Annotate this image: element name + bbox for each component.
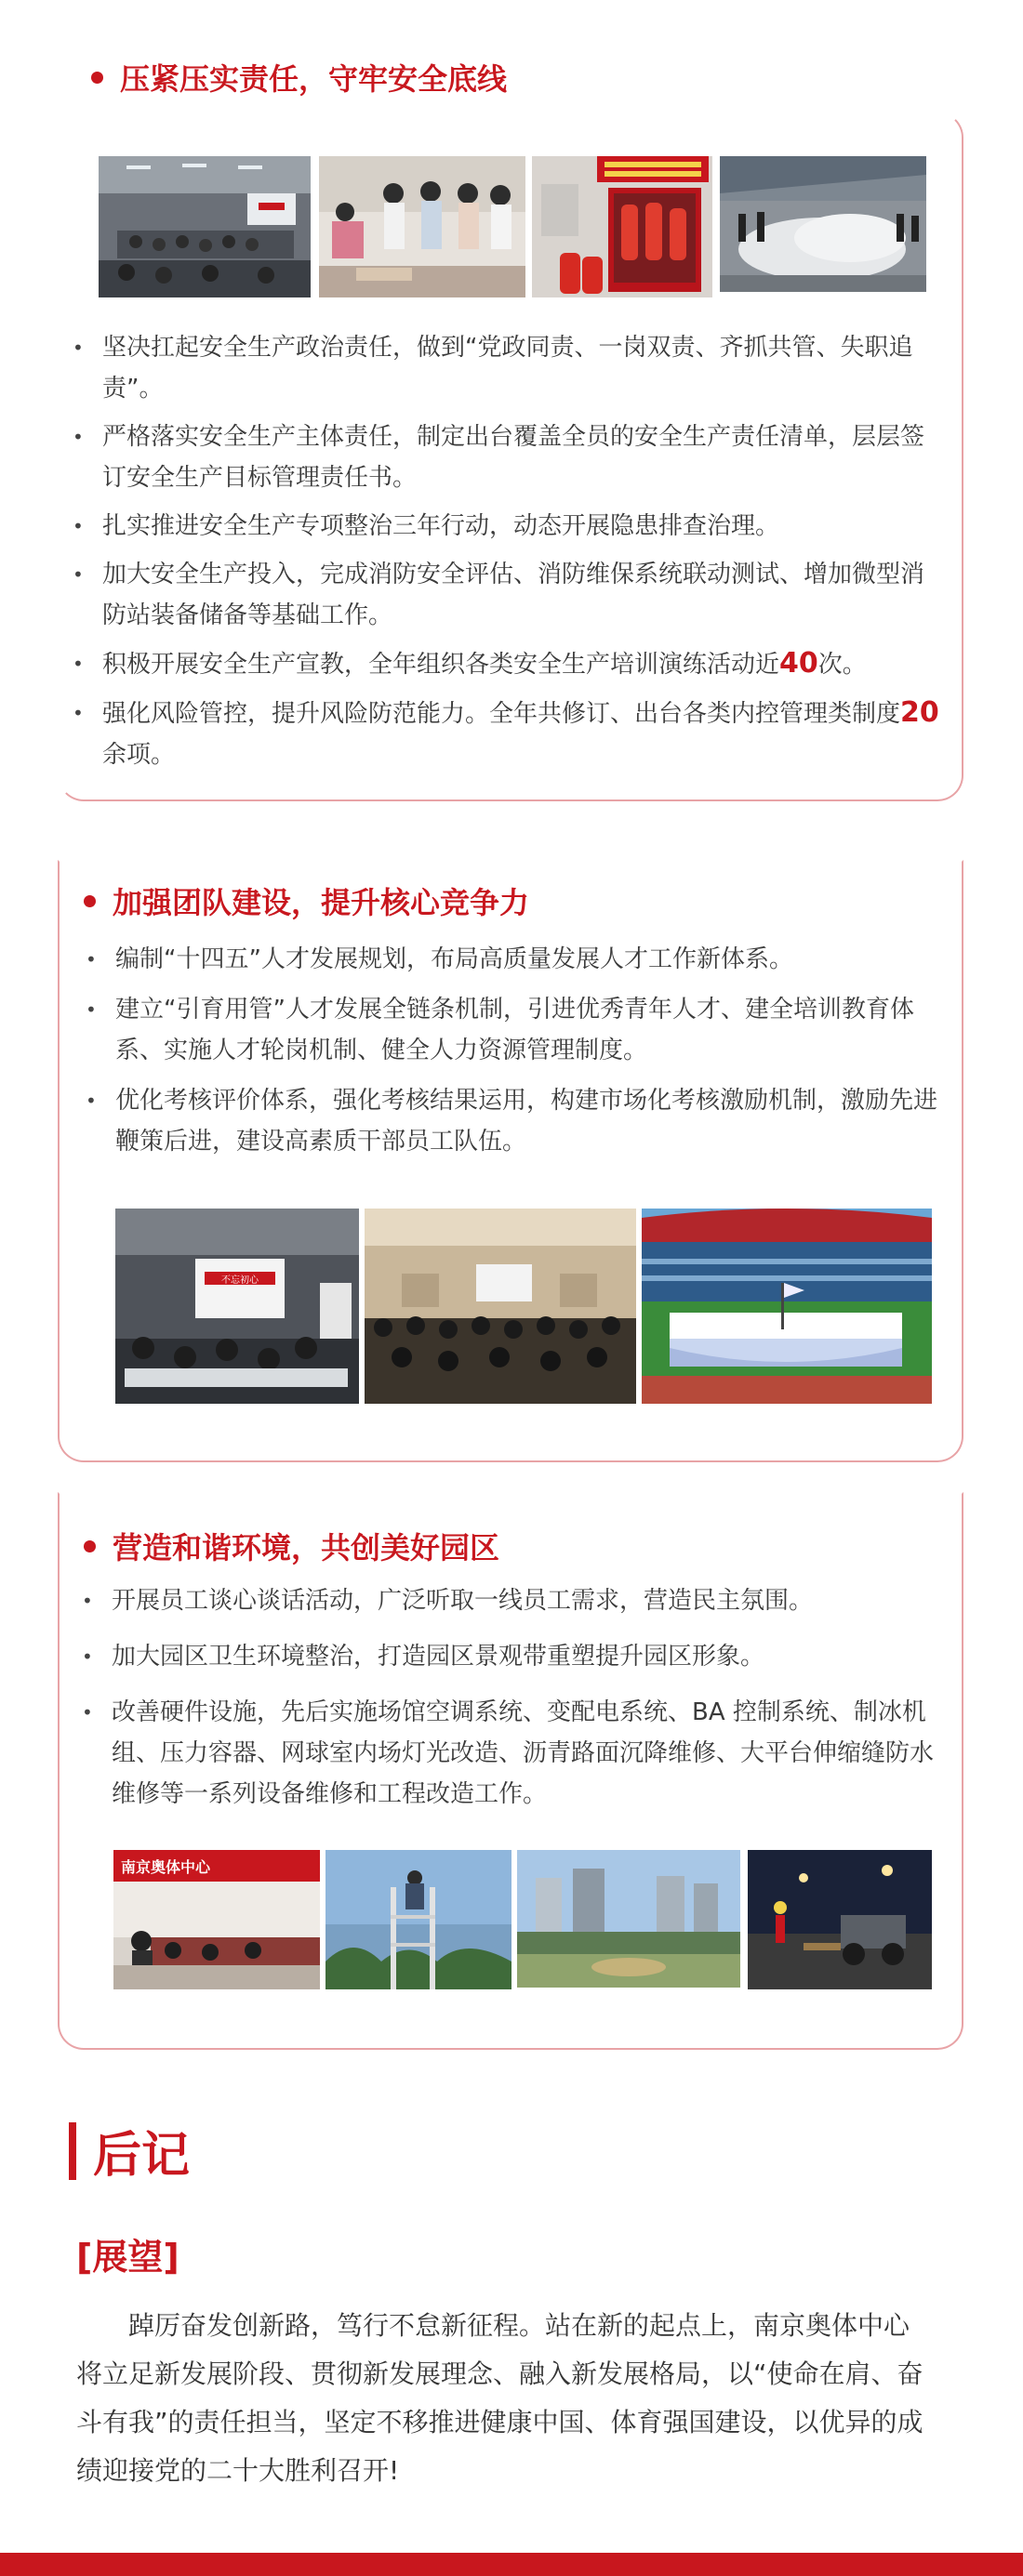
photo-fire-cabinet [532, 156, 712, 297]
section-2-title [84, 879, 529, 922]
list-item [74, 1580, 949, 1621]
section-2-title-text: 加强团队建设，提升核心竞争力 [113, 885, 530, 920]
photo-screen-text: 不忘初心 [221, 1275, 259, 1286]
photo-banner-text: 南京奥体中心 [121, 1858, 211, 1876]
photo-conference-banner [113, 1850, 320, 1989]
list-item [78, 939, 943, 980]
highlight-number: 20 [900, 696, 939, 729]
list-item [65, 693, 939, 775]
section-1-bullets [65, 327, 939, 775]
section-3-bullets [74, 1580, 949, 1815]
bullet-dot-icon [84, 1540, 96, 1552]
list-item-text: 开展员工谈心谈话活动，广泛听取一线员工需求，营造民主氛围。 [112, 1587, 814, 1615]
section-3-title-text: 营造和谐环境，共创美好园区 [113, 1530, 500, 1565]
photo-auditorium [365, 1209, 636, 1404]
section-1-title-text: 压紧压实责任，守牢安全底线 [120, 61, 508, 97]
list-item-text: 加大园区卫生环境整治，打造园区景观带重塑提升园区形象。 [112, 1643, 765, 1671]
list-item-text: 余项。 [102, 741, 176, 769]
photo-park-buildings [517, 1850, 740, 1988]
list-item [65, 554, 939, 636]
list-item-text: 改善硬件设施，先后实施场馆空调系统、变配电系统、BA 控制系统、制冰机组、压力容器、网球室内场灯光改造、沥青路面沉降维修、大平台伸缩缝防水维修等一系列设备维修和工程改造工作。 [112, 1698, 935, 1808]
list-item-text: 严格落实安全生产主体责任，制定出台覆盖全员的安全生产责任清单，层层签订安全生产目标管理责任书。 [102, 423, 925, 492]
list-item [65, 643, 939, 685]
photo-night-road-work [748, 1850, 932, 1989]
list-item-text: 编制“十四五”人才发展规划，布局高质量发展人才工作新体系。 [115, 945, 793, 973]
afterword-title-bar [69, 2122, 76, 2180]
footer-band [0, 2553, 1023, 2576]
photo-cpr-training [319, 156, 525, 297]
afterword-subtitle: [展望] [76, 2237, 179, 2278]
list-item-text: 加大安全生产投入，完成消防安全评估、消防维保系统联动测试、增加微型消防站装备储备等基础工作。 [102, 561, 925, 629]
list-item-text: 积极开展安全生产宣教，全年组织各类安全生产培训演练活动近 [102, 651, 780, 679]
list-item-text: 坚决扛起安全生产政治责任，做到“党政同责、一岗双责、齐抓共管、失职追责”。 [102, 334, 913, 403]
list-item [65, 327, 939, 409]
bullet-dot-icon [91, 72, 103, 84]
list-item-text: 次。 [817, 651, 867, 679]
list-item [74, 1692, 949, 1815]
photo-fire-drill [720, 156, 926, 292]
list-item-text: 优化考核评价体系，强化考核结果运用，构建市场化考核激励机制，激励先进鞭策后进，建设高素质干部员工队伍。 [115, 1087, 938, 1156]
section-2-bullets [78, 939, 943, 1162]
photo-tower-maintenance [326, 1850, 512, 1989]
list-item [74, 1636, 949, 1677]
photo-stadium-group [642, 1209, 932, 1404]
list-item [65, 416, 939, 498]
list-item-text: 强化风险管控，提升风险防范能力。全年共修订、出台各类内控管理类制度 [102, 700, 901, 728]
highlight-number: 40 [779, 647, 818, 680]
afterword-title: 后记 [93, 2128, 191, 2184]
list-item-text: 扎实推进安全生产专项整治三年行动，动态开展隐患排查治理。 [102, 512, 780, 540]
list-item-text: 建立“引育用管”人才发展全链条机制，引进优秀青年人才、建全培训教育体系、实施人才轮岗机制、健全人力资源管理制度。 [115, 996, 914, 1064]
list-item [65, 506, 939, 547]
photo-lecture-room [115, 1209, 359, 1404]
afterword-paragraph: 踔厉奋发创新路，笃行不怠新征程。站在新的起点上，南京奥体中心将立足新发展阶段、贯彻新发展理念、融入新发展格局，以“使命在肩、奋斗有我”的责任担当，坚定不移推进健康中国、体育强国建设，以优异的成绩迎接党的二十大胜利召开! [76, 2310, 923, 2486]
section-3-title [84, 1525, 499, 1567]
list-item [78, 989, 943, 1071]
list-item [78, 1080, 943, 1162]
bullet-dot-icon [84, 895, 96, 907]
section-1-title [91, 56, 507, 99]
photo-safety-meeting [99, 156, 311, 297]
